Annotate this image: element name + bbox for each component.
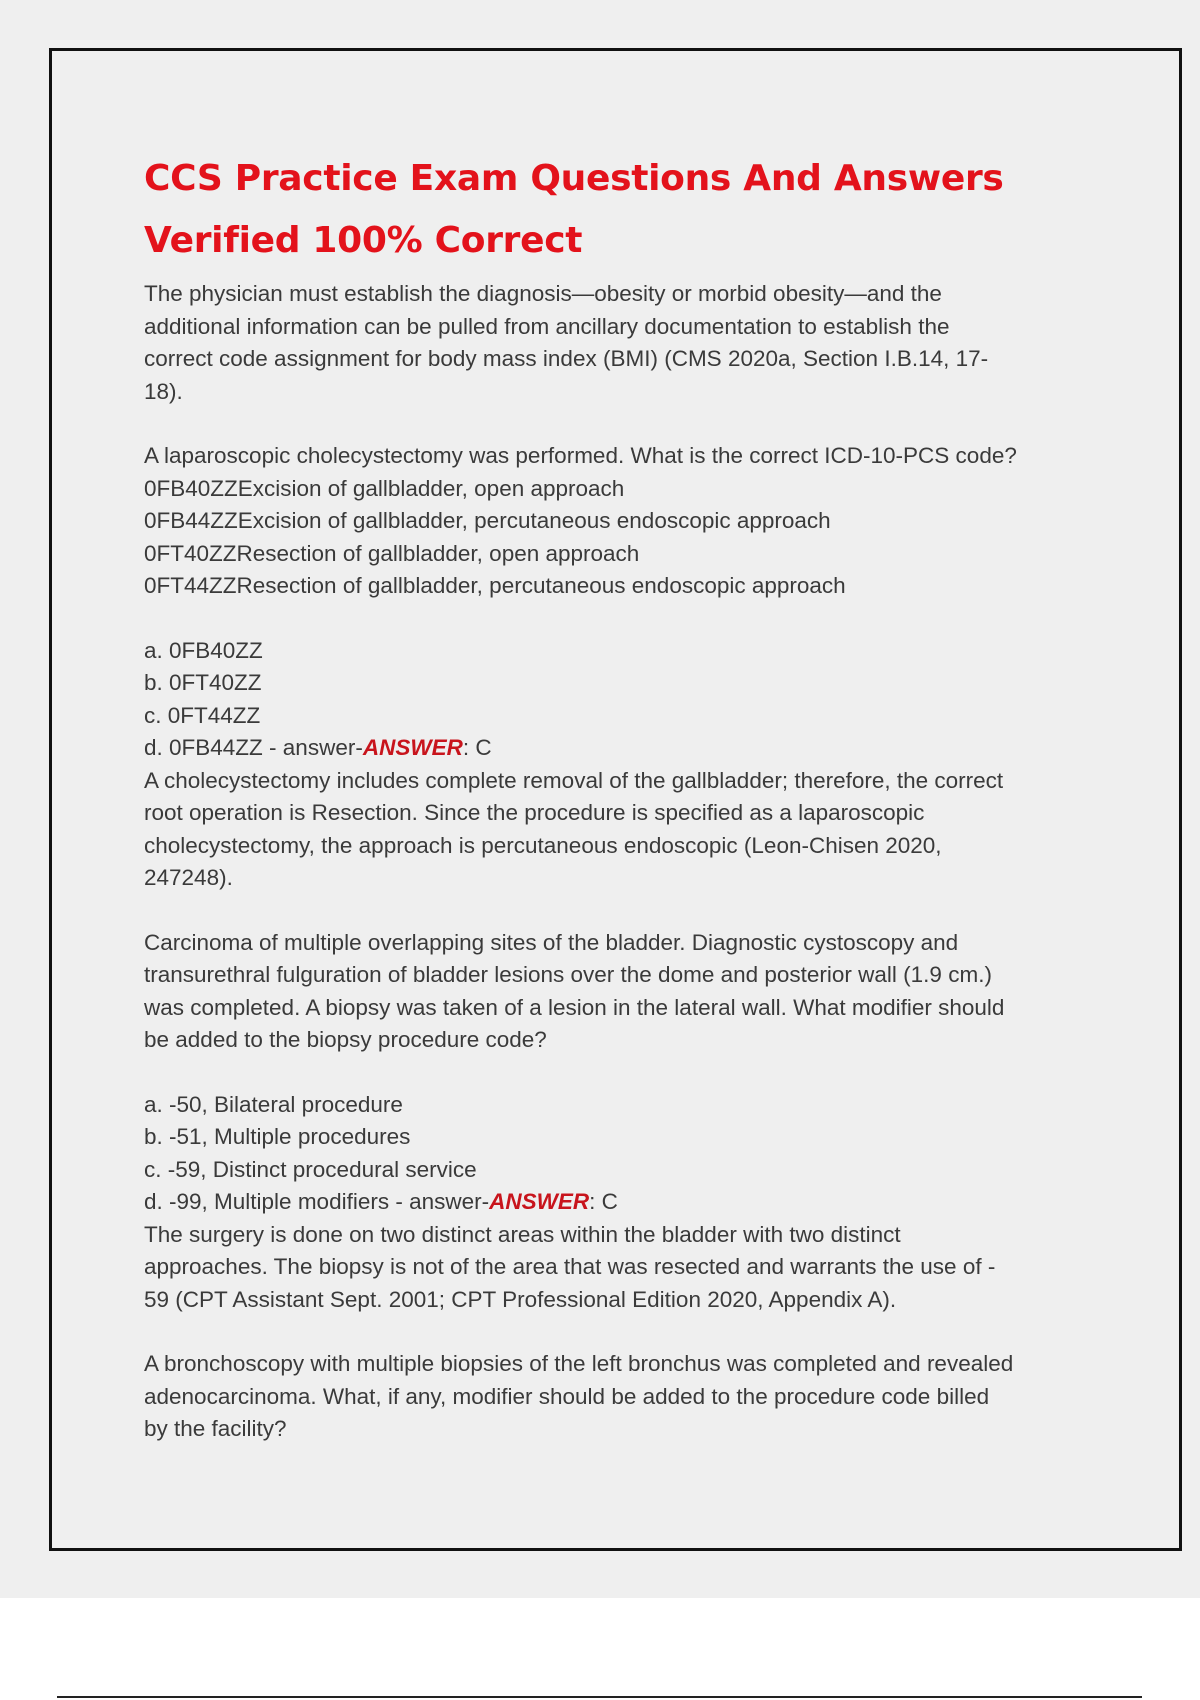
answer-option-d-text: d. 0FB44ZZ - answer-: [144, 735, 363, 760]
answer-value: : C: [462, 735, 492, 760]
code-table-row: 0FB44ZZExcision of gallbladder, percutaneous endoscopic approach: [144, 508, 831, 533]
question-3-line: by the facility?: [144, 1416, 287, 1441]
rationale-line: The surgery is done on two distinct areas within the bladder with two distinct: [144, 1221, 901, 1247]
question-1-block: [144, 440, 1104, 603]
question-3-block: [144, 1348, 1104, 1446]
question-1-text: A laparoscopic cholecystectomy was performed. What is the correct ICD-10-PCS code?: [144, 443, 1017, 468]
question-2-answers: [144, 1089, 1104, 1317]
answer-keyword: ANSWER: [489, 1189, 590, 1214]
question-2-line: transurethral fulguration of bladder lesions over the dome and posterior wall (1.9 cm.): [144, 962, 992, 987]
answer-option-d: [144, 732, 1104, 765]
answer-option-d-text: d. -99, Multiple modifiers - answer-: [144, 1189, 490, 1214]
code-table-row: 0FB40ZZExcision of gallbladder, open approach: [144, 475, 625, 501]
question-2-line: was completed. A biopsy was taken of a lesion in the lateral wall. What modifier should: [144, 994, 1005, 1020]
question-2-line: be added to the biopsy procedure code?: [144, 1027, 547, 1052]
intro-line: additional information can be pulled from ancillary documentation to establish the: [144, 313, 950, 339]
rationale-line: root operation is Resection. Since the procedure is specified as a laparoscopic: [144, 800, 925, 825]
question-2-line: Carcinoma of multiple overlapping sites of the bladder. Diagnostic cystoscopy and: [144, 929, 959, 955]
code-table-row: 0FT44ZZResection of gallbladder, percutaneous endoscopic approach: [144, 573, 846, 598]
rationale-line: A cholecystectomy includes complete removal of the gallbladder; therefore, the correct: [144, 767, 1004, 793]
question-2-block: [144, 927, 1104, 1057]
rationale-line: cholecystectomy, the approach is percutaneous endoscopic (Leon-Chisen 2020,: [144, 832, 942, 858]
answer-option-d: [144, 1186, 1104, 1219]
answer-option-c: c. 0FT44ZZ: [144, 702, 261, 728]
intro-line: The physician must establish the diagnosis—obesity or morbid obesity—and the: [144, 281, 942, 306]
bottom-divider: [57, 1696, 1142, 1698]
answer-keyword: ANSWER: [362, 735, 463, 760]
answer-option-c: c. -59, Distinct procedural service: [144, 1156, 477, 1182]
question-3-line: A bronchoscopy with multiple biopsies of the left bronchus was completed and revealed: [144, 1351, 1014, 1376]
document-content: [144, 148, 1104, 1478]
answer-option-a: a. -50, Bilateral procedure: [144, 1091, 403, 1117]
question-3-line: adenocarcinoma. What, if any, modifier should be added to the procedure code billed: [144, 1383, 990, 1409]
answer-option-b: b. -51, Multiple procedures: [144, 1124, 411, 1149]
intro-line: correct code assignment for body mass index (BMI) (CMS 2020a, Section I.B.14, 17-: [144, 346, 989, 371]
rationale-line: 59 (CPT Assistant Sept. 2001; CPT Professional Edition 2020, Appendix A).: [144, 1286, 897, 1312]
answer-option-b: b. 0FT40ZZ: [144, 670, 262, 695]
intro-paragraph: [144, 278, 1104, 408]
code-table-row: 0FT40ZZResection of gallbladder, open approach: [144, 540, 640, 566]
answer-value: : C: [589, 1189, 618, 1214]
rationale-line: 247248).: [144, 865, 233, 890]
question-1-answers: [144, 635, 1104, 895]
answer-option-a: a. 0FB40ZZ: [144, 637, 263, 663]
intro-line: 18).: [144, 378, 183, 404]
title-line-1: CCS Practice Exam Questions And Answers: [144, 158, 1004, 199]
title-line-2: Verified 100% Correct: [144, 220, 583, 261]
document-title: [144, 148, 1104, 272]
rationale-line: approaches. The biopsy is not of the area that was resected and warrants the use of -: [144, 1254, 996, 1279]
